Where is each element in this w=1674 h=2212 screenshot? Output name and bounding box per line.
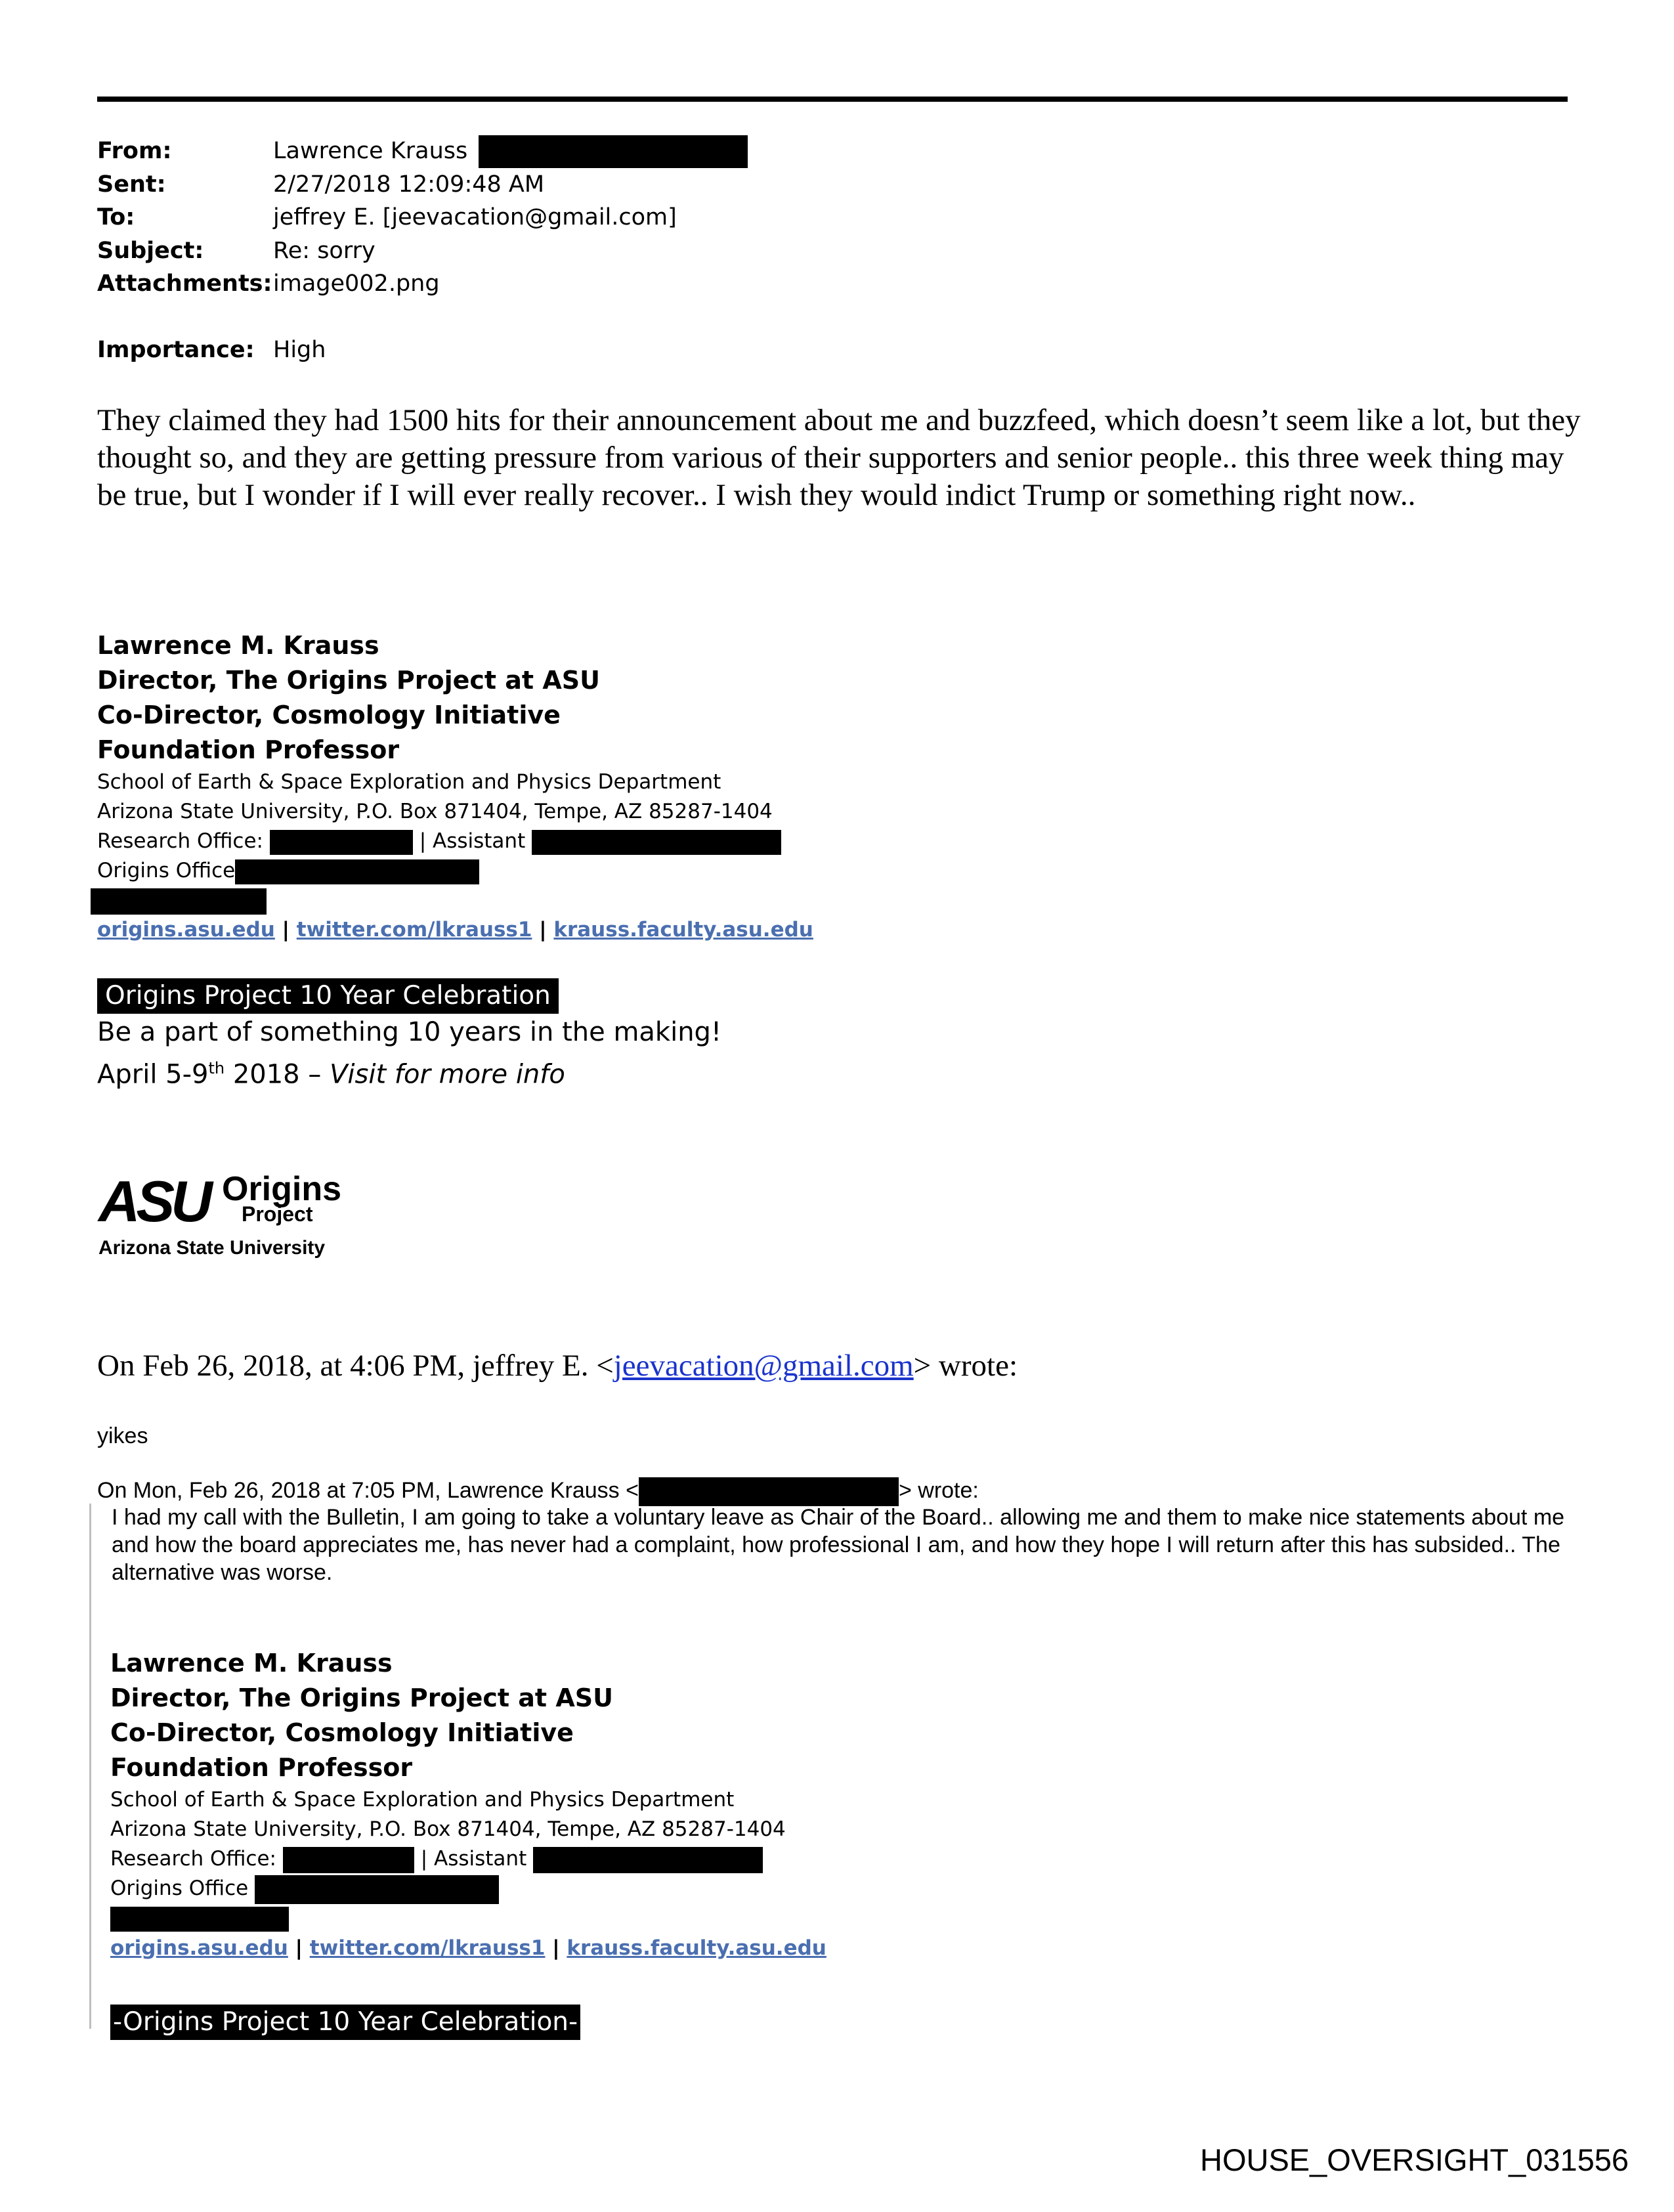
redaction — [255, 1875, 499, 1904]
redaction — [479, 135, 748, 168]
link-separator: | — [295, 1936, 303, 1960]
logo-origins: Origins — [222, 1170, 342, 1208]
logo-project: Project — [242, 1202, 313, 1226]
sig-links — [97, 915, 813, 945]
link-separator: | — [539, 918, 547, 942]
sig-origins-office-row — [97, 856, 813, 886]
redaction — [235, 859, 479, 884]
sent-label: Sent: — [97, 171, 166, 198]
bates-number: HOUSE_OVERSIGHT_031556 — [1200, 2142, 1629, 2177]
sig-address: Arizona State University, P.O. Box 871404, Tempe, AZ 85287-1404 — [97, 800, 773, 823]
attachments-value: image002.png — [273, 271, 440, 297]
redaction — [532, 830, 781, 855]
sig-title-3: Foundation Professor — [110, 1753, 413, 1782]
sig-redacted-line — [110, 1904, 826, 1934]
sig-title-3: Foundation Professor — [97, 735, 400, 764]
sig-links — [110, 1934, 826, 1963]
sig-title-1: Director, The Origins Project at ASU — [110, 1683, 613, 1712]
redaction — [639, 1477, 899, 1506]
research-label: Research Office: — [97, 829, 263, 853]
sig-name: Lawrence M. Krauss — [110, 1649, 393, 1678]
faculty-link[interactable]: krauss.faculty.asu.edu — [567, 1936, 826, 1960]
assistant-label: | Assistant — [420, 1847, 527, 1871]
subject-label: Subject: — [97, 237, 204, 264]
top-rule — [97, 97, 1568, 102]
to-label: To: — [97, 204, 135, 230]
origins-office-label: Origins Office — [110, 1876, 249, 1900]
sent-value: 2/27/2018 12:09:48 AM — [273, 171, 545, 198]
link-separator: | — [282, 918, 290, 942]
research-label: Research Office: — [110, 1847, 276, 1871]
assistant-label: | Assistant — [419, 829, 526, 853]
sig-title-1: Director, The Origins Project at ASU — [97, 666, 600, 695]
celebration-banner-quoted: -Origins Project 10 Year Celebration- — [110, 2005, 580, 2040]
logo-asu: ASU — [98, 1169, 209, 1234]
attachments-row — [97, 267, 748, 301]
from-row — [97, 135, 748, 168]
redaction — [110, 1907, 289, 1932]
inner-message-body: I had my call with the Bulletin, I am going to take a voluntary leave as Chair of the Board.. allowing me and them to make nice statements about me and how the board appreciates me, has never had a complaint, how professional I am, and how they hope I will return after this has subsided.. The alternative was worse. — [112, 1505, 1565, 1585]
from-label: From: — [97, 138, 172, 164]
redaction — [91, 888, 267, 915]
promo-more-info[interactable]: Visit for more info — [330, 1059, 565, 1090]
origins-office-label: Origins Office — [97, 859, 236, 882]
to-row — [97, 201, 748, 234]
importance-row — [97, 334, 748, 367]
quote-intro: On Feb 26, 2018, at 4:06 PM, jeffrey E. <jeevacation@gmail.com> wrote: — [97, 1349, 1018, 1383]
subject-value: Re: sorry — [273, 237, 376, 264]
twitter-link[interactable]: twitter.com/lkrauss1 — [296, 918, 532, 942]
logo-university: Arizona State University — [98, 1237, 326, 1259]
redaction — [533, 1847, 763, 1873]
link-separator: | — [552, 1936, 560, 1960]
sig-name: Lawrence M. Krauss — [97, 631, 379, 660]
promo-line-2: April 5-9th 2018 – Visit for more info — [97, 1059, 565, 1090]
importance-label: Importance: — [97, 336, 255, 363]
importance-value: High — [273, 336, 326, 363]
message-body: They claimed they had 1500 hits for their announcement about me and buzzfeed, which doesn’t seem like a lot, but they thought so, and they are getting pressure from various of their supporters and senior people.. this three week thing may be true, but I wonder if I will ever really recover.. I wish they would indict Trump or something right now.. — [97, 403, 1581, 512]
sent-row — [97, 168, 748, 202]
sig-origins-office-row — [110, 1874, 826, 1904]
origins-link[interactable]: origins.asu.edu — [97, 918, 275, 942]
sig-address: Arizona State University, P.O. Box 871404, Tempe, AZ 85287-1404 — [110, 1817, 786, 1841]
faculty-link[interactable]: krauss.faculty.asu.edu — [553, 918, 813, 942]
twitter-link[interactable]: twitter.com/lkrauss1 — [309, 1936, 546, 1960]
promo-text — [97, 1014, 721, 1093]
sig-title-2: Co-Director, Cosmology Initiative — [110, 1718, 574, 1747]
promo-line-1: Be a part of something 10 years in the making! — [97, 1017, 721, 1047]
from-value: Lawrence Krauss — [273, 138, 468, 164]
attachments-label: Attachments: — [97, 271, 272, 297]
to-value: jeffrey E. [jeevacation@gmail.com] — [273, 204, 677, 230]
email-link[interactable]: jeevacation@gmail.com — [613, 1349, 914, 1383]
sig-research-row — [97, 827, 813, 856]
redaction — [270, 830, 413, 855]
sig-research-row — [110, 1844, 826, 1874]
sig-dept: School of Earth & Space Exploration and Physics Department — [97, 770, 721, 794]
email-header — [97, 135, 748, 366]
subject-row — [97, 234, 748, 268]
celebration-banner: Origins Project 10 Year Celebration — [97, 978, 559, 1014]
inner-quote-intro: On Mon, Feb 26, 2018 at 7:05 PM, Lawrence Krauss < > wrote: — [97, 1477, 979, 1506]
redaction — [283, 1847, 414, 1873]
signature-block — [97, 628, 813, 945]
reply-text: yikes — [97, 1423, 148, 1448]
sig-title-2: Co-Director, Cosmology Initiative — [97, 701, 561, 729]
sig-dept: School of Earth & Space Exploration and Physics Department — [110, 1788, 735, 1811]
origins-link[interactable]: origins.asu.edu — [110, 1936, 288, 1960]
asu-origins-logo — [97, 1162, 360, 1261]
sig-redacted-line — [91, 886, 813, 915]
quote-bar — [89, 1504, 91, 2029]
signature-block-quoted — [110, 1646, 826, 1963]
